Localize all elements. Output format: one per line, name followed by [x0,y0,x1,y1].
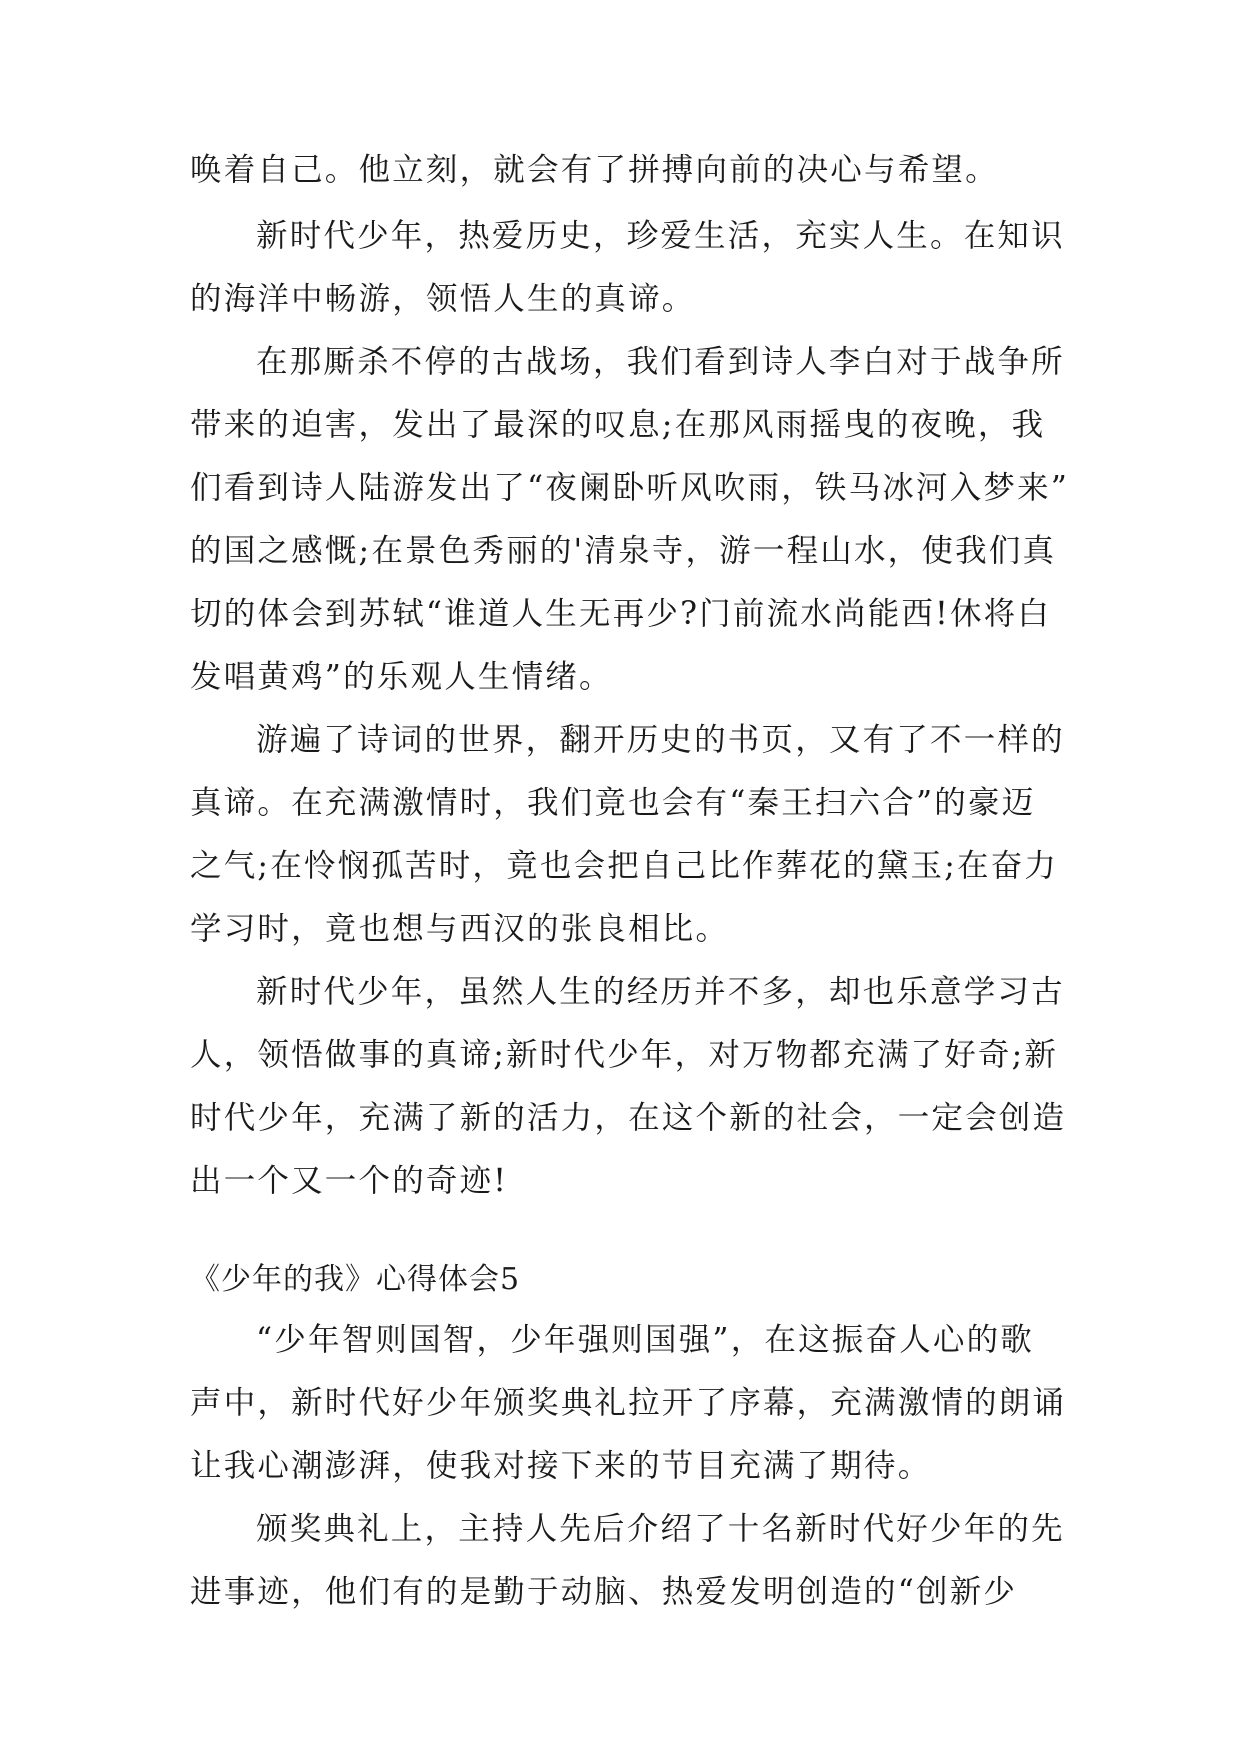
paragraph-line: 出一个又一个的奇迹! [190,1163,509,1199]
paragraph-line: 人，领悟做事的真谛;新时代少年，对万物都充满了好奇;新 [190,1037,1059,1073]
paragraph-line: 学习时，竟也想与西汉的张良相比。 [190,911,730,947]
paragraph-line: 新时代少年，虽然人生的经历并不多，却也乐意学习古 [256,974,1065,1010]
paragraph-line: 让我心潮澎湃，使我对接下来的节目充满了期待。 [190,1448,932,1484]
paragraph-line: 新时代少年，热爱历史，珍爱生活，充实人生。在知识 [256,218,1065,254]
paragraph-line: 声中，新时代好少年颁奖典礼拉开了序幕，充满激情的朗诵 [190,1385,1067,1421]
paragraph-line: 的海洋中畅游，领悟人生的真谛。 [190,281,696,317]
paragraph-line: 的国之感慨;在景色秀丽的'清泉寺，游一程山水，使我们真 [190,533,1057,569]
paragraph-line: 们看到诗人陆游发出了“夜阑卧听风吹雨，铁马冰河入梦来” [190,470,1070,506]
paragraph-line: 在那厮杀不停的古战场，我们看到诗人李白对于战争所 [256,344,1065,380]
paragraph-line: “少年智则国智，少年强则国强”，在这振奋人心的歌 [256,1322,1035,1358]
paragraph-line: 带来的迫害，发出了最深的叹息;在那风雨摇曳的夜晚，我 [190,407,1046,443]
paragraph-line: 切的体会到苏轼“谁道人生无再少?门前流水尚能西!休将白 [190,596,1052,632]
paragraph-line: 游遍了诗词的世界，翻开历史的书页，又有了不一样的 [256,722,1065,758]
section-title: 《少年的我》心得体会5 [190,1262,521,1297]
paragraph-line: 唤着自己。他立刻，就会有了拼搏向前的决心与希望。 [190,152,999,188]
paragraph-line: 之气;在怜悯孤苦时，竟也会把自己比作葬花的黛玉;在奋力 [190,848,1059,884]
paragraph-line: 颁奖典礼上，主持人先后介绍了十名新时代好少年的先 [256,1511,1065,1547]
paragraph-line: 真谛。在充满激情时，我们竟也会有“秦王扫六合”的豪迈 [190,785,1036,821]
paragraph-line: 发唱黄鸡”的乐观人生情绪。 [190,659,613,695]
paragraph-line: 进事迹，他们有的是勤于动脑、热爱发明创造的“创新少 [190,1574,1018,1610]
paragraph-line: 时代少年，充满了新的活力，在这个新的社会，一定会创造 [190,1100,1067,1136]
